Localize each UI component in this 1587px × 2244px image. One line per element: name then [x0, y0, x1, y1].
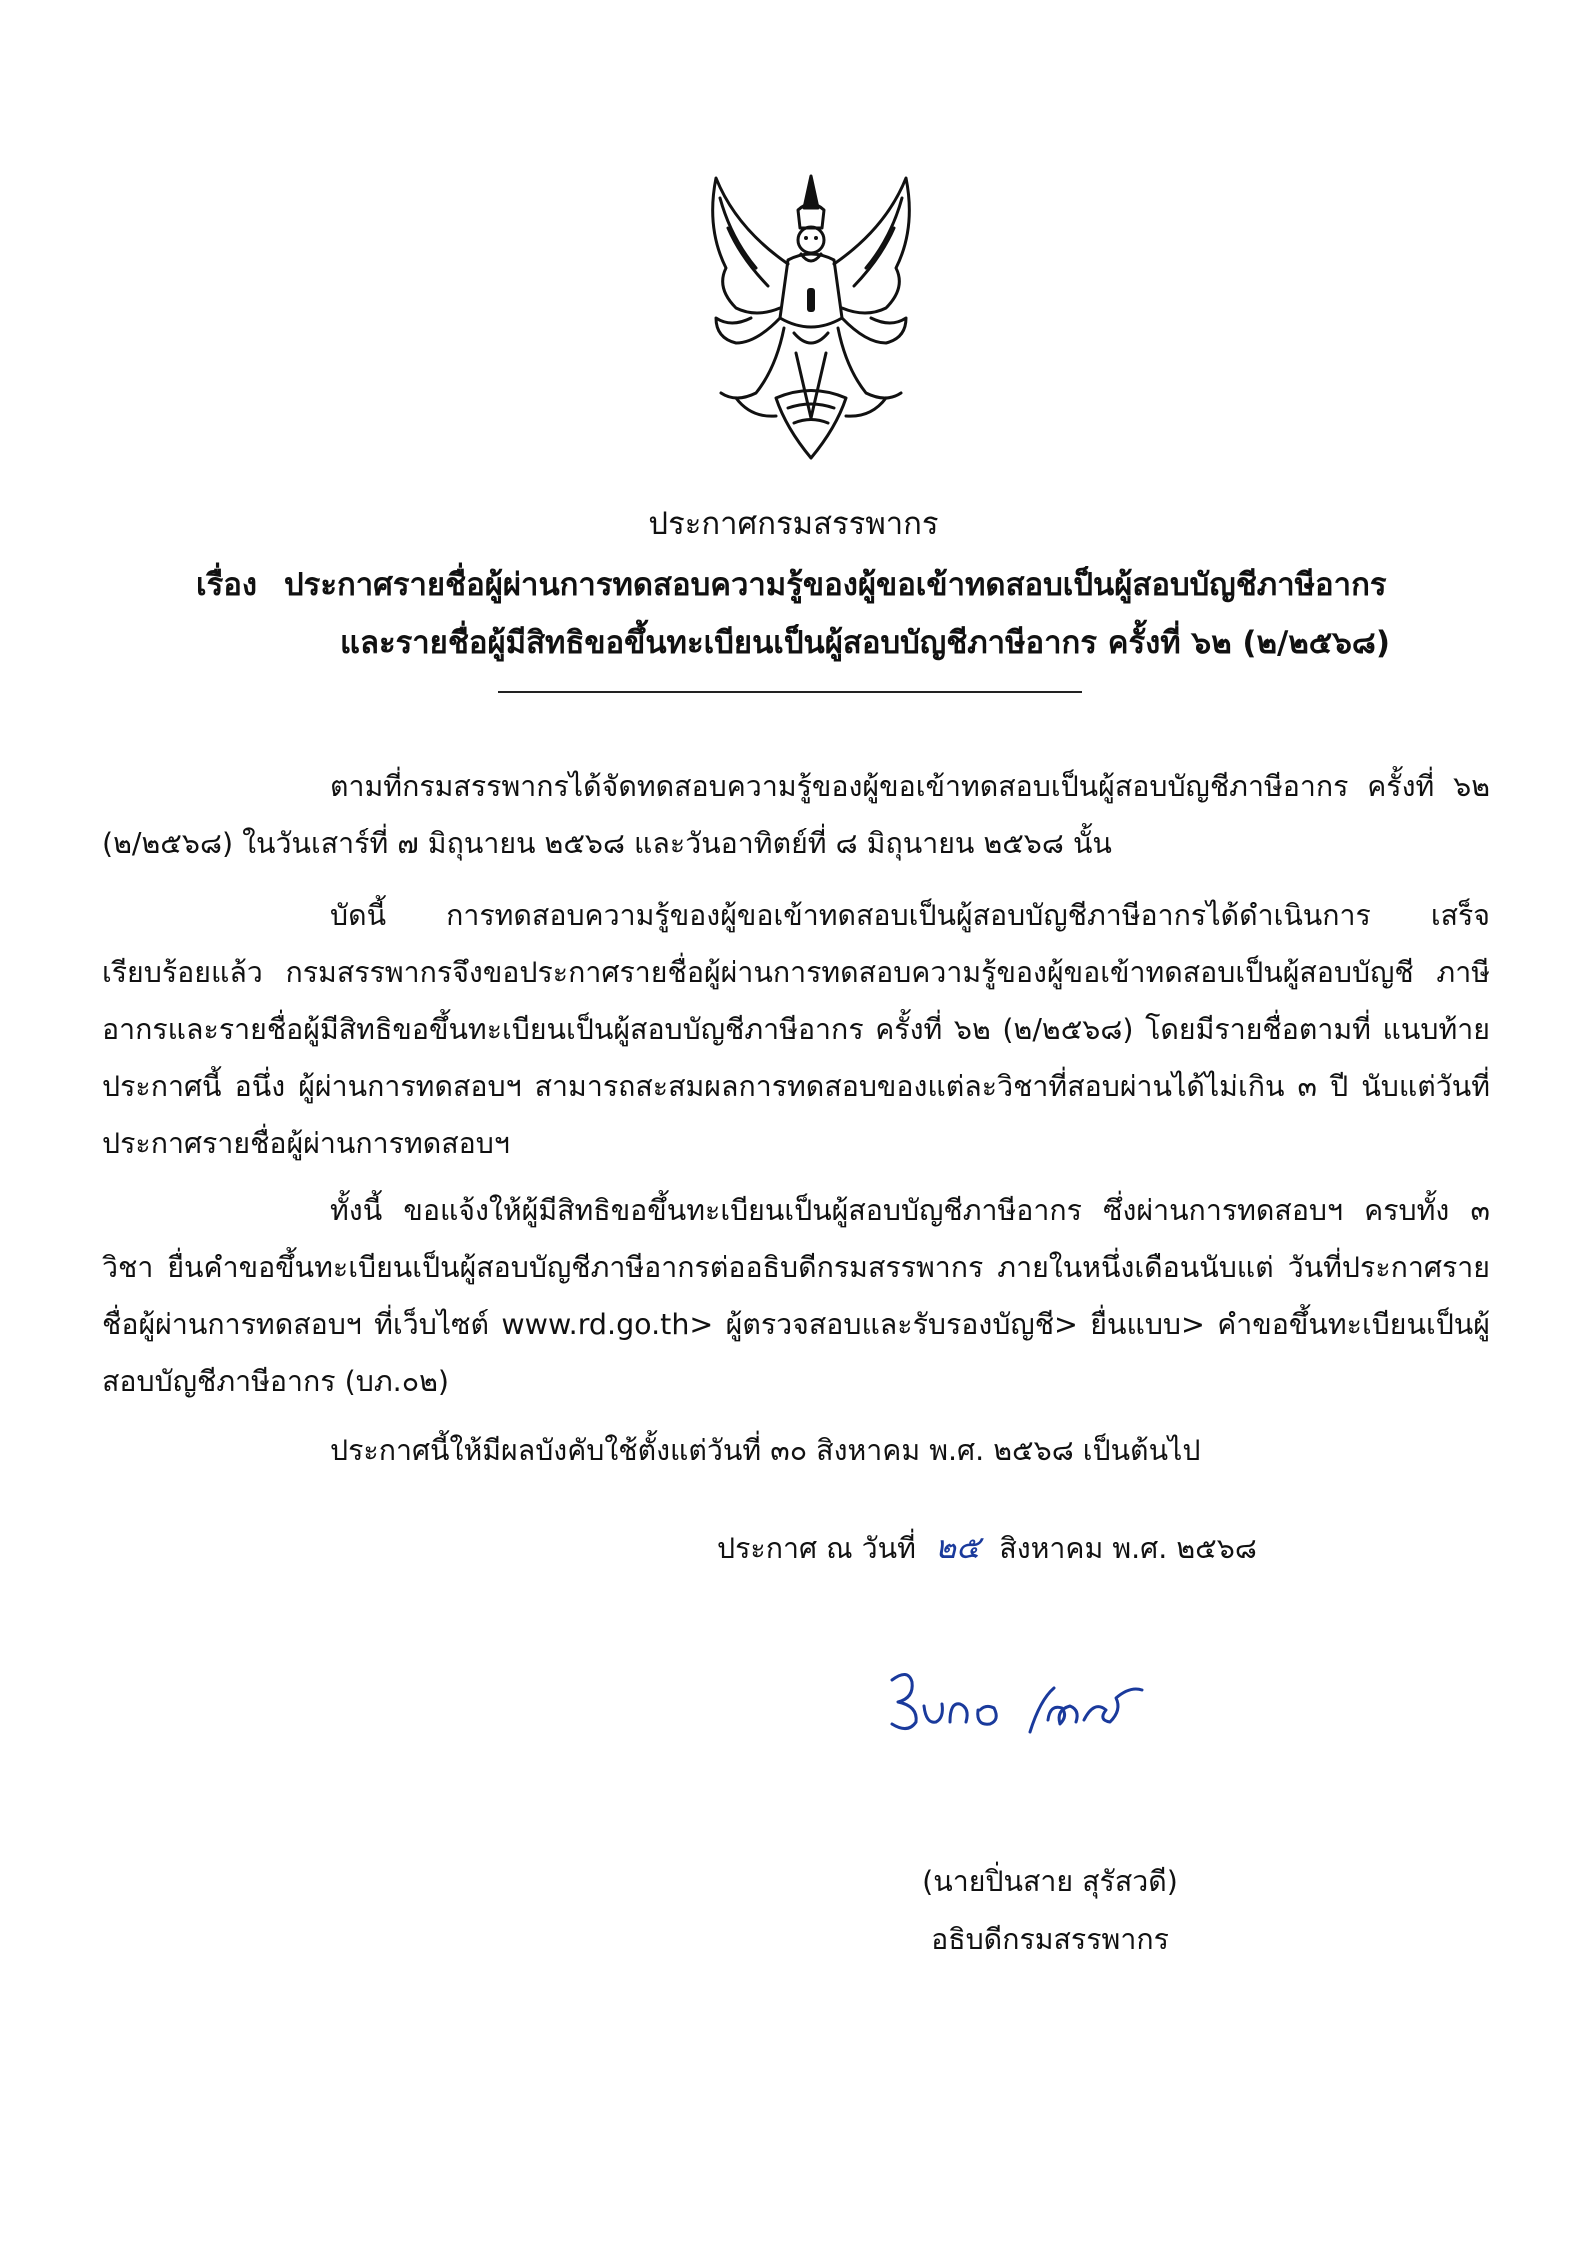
subject-text-2: และรายชื่อผู้มีสิทธิขอขึ้นทะเบียนเป็นผู้สอบบัญชีภาษีอากร ครั้งที่ ๖๒ (๒/๒๕๖๘) — [339, 625, 1391, 661]
paragraph-2-text: บัดนี้ การทดสอบความรู้ของผู้ขอเข้าทดสอบเป็นผู้สอบบัญชีภาษีอากรได้ดำเนินการ เสร็จเรียบร้อยแล้ว กรมสรรพากรจึงขอประกาศรายชื่อผู้ผ่านการทดสอบความรู้ของผู้ขอเข้าทดสอบเป็นผู้สอบบัญชี ภาษีอากรและรายชื่อผู้มีสิทธิขอขึ้นทะเบียนเป็นผู้สอบบัญชีภาษีอากร ครั้งที่ ๖๒ (๒/๒๕๖๘) โดยมีรายชื่อตามที่ แนบท้ายประกาศนี้ อนึ่ง ผู้ผ่านการทดสอบฯ สามารถสะสมผลการทดสอบของแต่ละวิชาที่สอบผ่านได้ไม่เกิน ๓ ปี นับแต่วันที่ประกาศรายชื่อผู้ผ่านการทดสอบฯ — [102, 899, 1490, 1160]
subject-line-1 — [196, 556, 1446, 614]
paragraph-4 — [102, 1422, 1490, 1479]
paragraph-3-text: ทั้งนี้ ขอแจ้งให้ผู้มีสิทธิขอขึ้นทะเบียนเป็นผู้สอบบัญชีภาษีอากร ซึ่งผ่านการทดสอบฯ ครบทั้ง ๓ วิชา ยื่นคำขอขึ้นทะเบียนเป็นผู้สอบบัญชีภาษีอากรต่ออธิบดีกรมสรรพากร ภายในหนึ่งเดือนนับแต่ วันที่ประกาศรายชื่อผู้ผ่านการทดสอบฯ ที่เว็บไซต์ www.rd.go.th> ผู้ตรวจสอบและรับรองบัญชี> ยื่นแบบ> คำขอขึ้นทะเบียนเป็นผู้สอบบัญชีภาษีอากร (บภ.๐๒) — [102, 1194, 1490, 1398]
paragraph-2 — [102, 887, 1490, 1172]
signer-position: อธิบดีกรมสรรพากร — [931, 1923, 1169, 1956]
title-divider — [498, 691, 1082, 693]
date-prefix: ประกาศ ณ วันที่ — [717, 1532, 916, 1565]
subject-text-1: ประกาศรายชื่อผู้ผ่านการทดสอบความรู้ของผู้ขอเข้าทดสอบเป็นผู้สอบบัญชีภาษีอากร — [284, 567, 1387, 603]
subject-label: เรื่อง — [196, 567, 258, 603]
paragraph-4-text: ประกาศนี้ให้มีผลบังคับใช้ตั้งแต่วันที่ ๓๐ สิงหาคม พ.ศ. ๒๕๖๘ เป็นต้นไป — [330, 1434, 1201, 1467]
date-day-handwritten: ๒๕ — [934, 1528, 981, 1566]
paragraph-1-text: ตามที่กรมสรรพากรได้จัดทดสอบความรู้ของผู้ขอเข้าทดสอบเป็นผู้สอบบัญชีภาษีอากร ครั้งที่ ๖๒ (๒/๒๕๖๘) ในวันเสาร์ที่ ๗ มิถุนายน ๒๕๖๘ และวันอาทิตย์ที่ ๘ มิถุนายน ๒๕๖๘ นั้น — [102, 770, 1490, 860]
announcement-date — [717, 1522, 1257, 1573]
agency-title: ประกาศกรมสรรพากร — [648, 506, 939, 542]
garuda-emblem-icon — [676, 168, 946, 468]
paragraph-1 — [102, 758, 1490, 872]
date-month-year: สิงหาคม พ.ศ. ๒๕๖๘ — [999, 1532, 1257, 1565]
handwritten-signature — [880, 1650, 1180, 1760]
subject-block — [196, 556, 1446, 672]
paragraph-3 — [102, 1182, 1490, 1410]
signer-name: (นายปิ่นสาย สุรัสวดี) — [922, 1865, 1178, 1898]
